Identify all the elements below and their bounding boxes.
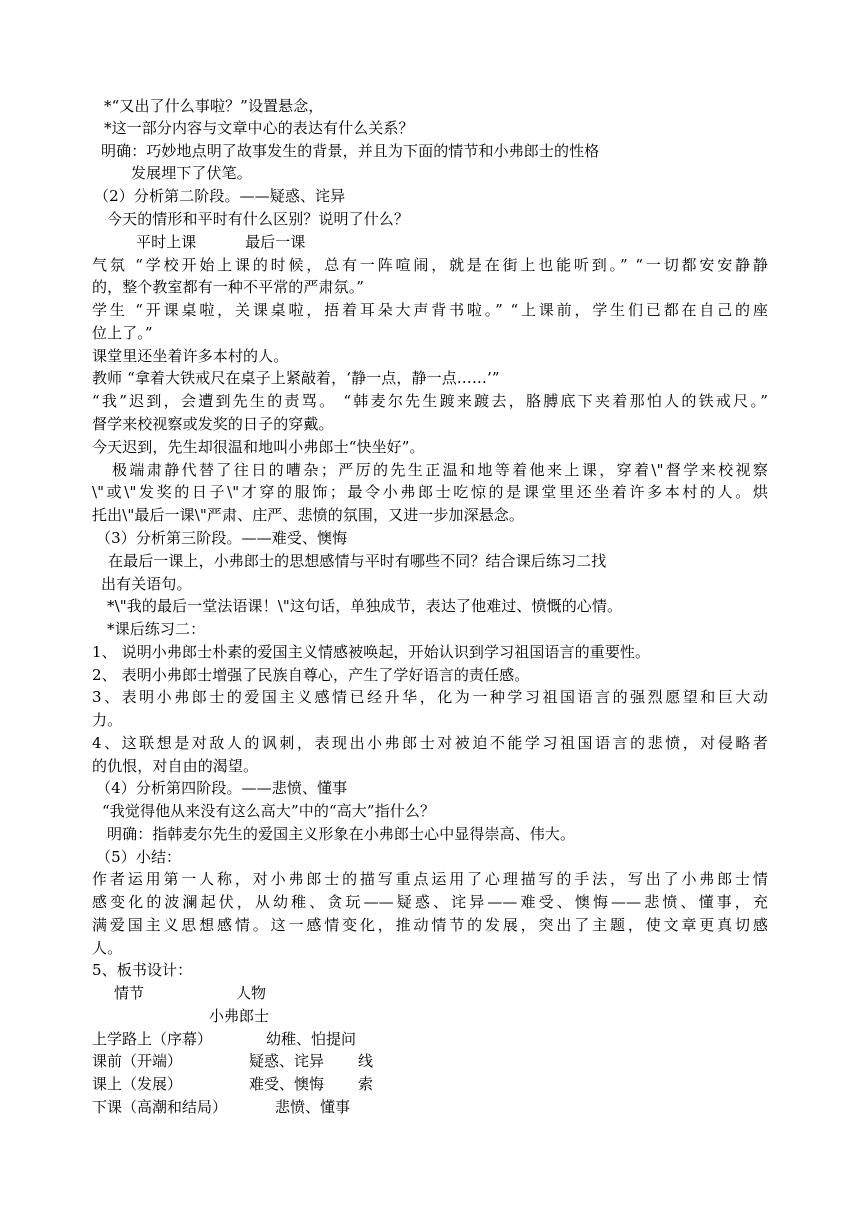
- table-header-line: 平时上课 最后一课: [136, 233, 306, 251]
- section-heading: （3）分析第三阶段。——难受、懊悔: [96, 529, 348, 547]
- text-line: 督学来校视察或发奖的日子的穿戴。: [92, 415, 334, 433]
- text-line: 2、 表明小弗郎士增强了民族自尊心，产生了学好语言的责任感。: [92, 666, 530, 684]
- text-line: “我觉得他从来没有这么高大”中的“高大”指什么？: [102, 802, 436, 820]
- board-header-character: 人物: [236, 984, 267, 1002]
- board-stage: 课上（发展）: [92, 1075, 183, 1093]
- text-line: *\"我的最后一堂法语课！\"这句话，单独成节，表达了他难过、愤慨的心情。: [107, 597, 623, 615]
- text-line: 发展埋下了伏笔。: [131, 164, 252, 182]
- text-line: 1、 说明小弗郎士朴素的爱国主义情感被唤起，开始认识到学习祖国语言的重要性。: [92, 643, 651, 661]
- text-line: 作者运用第一人称，对小弗郎士的描写重点运用了心理描写的手法，写出了小弗郎士情: [92, 870, 768, 888]
- text-line: 的，整个教室都有一种不平常的严肃氛。”: [92, 278, 365, 296]
- text-line: 学生 “开课桌啦，关课桌啦，捂着耳朵大声背书啦。” “上课前，学生们已都在自己的座: [92, 301, 768, 319]
- text-line: 人。: [92, 939, 123, 957]
- text-line: 明确：指韩麦尔先生的爱国主义形象在小弗郎士心中显得崇高、伟大。: [107, 825, 576, 843]
- board-stage: 下课（高潮和结局）: [92, 1098, 228, 1116]
- text-line: *“又出了什么事啦？”设置悬念，: [104, 97, 324, 115]
- board-stage: 课前（开端）: [92, 1052, 183, 1070]
- text-line: \"或\"发奖的日子\"才穿的服饰；最令小弗郎士吃惊的是课堂里还坐着许多本村的人。烘: [92, 483, 768, 501]
- text-line: 极端肃静代替了往日的嘈杂；严厉的先生正温和地等着他来上课，穿着\"督学来校视察: [112, 461, 768, 479]
- text-line: *这一部分内容与文章中心的表达有什么关系？: [104, 119, 414, 137]
- board-header-name: 小弗郎士: [209, 1007, 270, 1025]
- text-line: 3、表明小弗郎士的爱国主义感情已经升华，化为一种学习祖国语言的强烈愿望和巨大动: [92, 688, 768, 706]
- section-heading: （5）小结：: [96, 848, 182, 866]
- text-line: 力。: [92, 711, 123, 729]
- text-line: 明确：巧妙地点明了故事发生的背景，并且为下面的情节和小弗郎士的性格: [101, 142, 600, 160]
- text-line: 教师 “拿着大铁戒尺在桌子上紧敲着，‘静一点，静一点……’”: [92, 369, 500, 387]
- board-stage: 上学路上（序幕）: [92, 1030, 213, 1048]
- text-line: 在最后一课上，小弗郎士的思想感情与平时有哪些不同？结合课后练习二找: [108, 552, 607, 570]
- board-feeling: 幼稚、怕提问: [266, 1030, 357, 1048]
- text-line: 托出\"最后一课\"严肃、庄严、悲愤的氛围，又进一步加深悬念。: [92, 506, 525, 524]
- text-line: 今天的情形和平时有什么区别？说明了什么？: [107, 210, 410, 228]
- text-line: 今天迟到，先生却很温和地叫小弗郎士“快坐好”。: [92, 438, 425, 456]
- text-line: 气氛 “学校开始上课的时候，总有一阵喧闹，就是在街上也能听到。” “一切都安安静静: [92, 256, 768, 274]
- text-line: *课后练习二：: [107, 620, 206, 638]
- board-mark: 线: [358, 1052, 374, 1070]
- board-header-plot: 情节: [114, 984, 145, 1002]
- text-line: 感变化的波澜起伏，从幼稚、贪玩——疑惑、诧异——难受、懊悔——悲愤、懂事，充: [92, 893, 768, 911]
- section-heading: 5、板书设计：: [92, 961, 193, 979]
- text-line: 的仇恨，对自由的渴望。: [92, 757, 259, 775]
- text-line: 课堂里还坐着许多本村的人。: [92, 347, 289, 365]
- board-feeling: 难受、懊悔: [249, 1075, 325, 1093]
- board-feeling: 疑惑、诧异: [249, 1052, 325, 1070]
- section-heading: （4）分析第四阶段。——悲愤、懂事: [96, 779, 348, 797]
- text-line: 出有关语句。: [101, 575, 192, 593]
- text-line: 位上了。”: [92, 324, 153, 342]
- board-feeling: 悲愤、懂事: [275, 1098, 351, 1116]
- text-line: “我”迟到，会遭到先生的责骂。 “韩麦尔先生踱来踱去，胳膊底下夹着那怕人的铁戒尺。”: [92, 392, 768, 410]
- text-line: 4、这联想是对敌人的讽刺，表现出小弗郎士对被迫不能学习祖国语言的悲愤，对侵略者: [92, 734, 768, 752]
- text-line: 满爱国主义思想感情。这一感情变化，推动情节的发展，突出了主题，使文章更真切感: [92, 916, 768, 934]
- section-heading: （2）分析第二阶段。——疑惑、诧异: [94, 187, 346, 205]
- board-mark: 索: [358, 1075, 374, 1093]
